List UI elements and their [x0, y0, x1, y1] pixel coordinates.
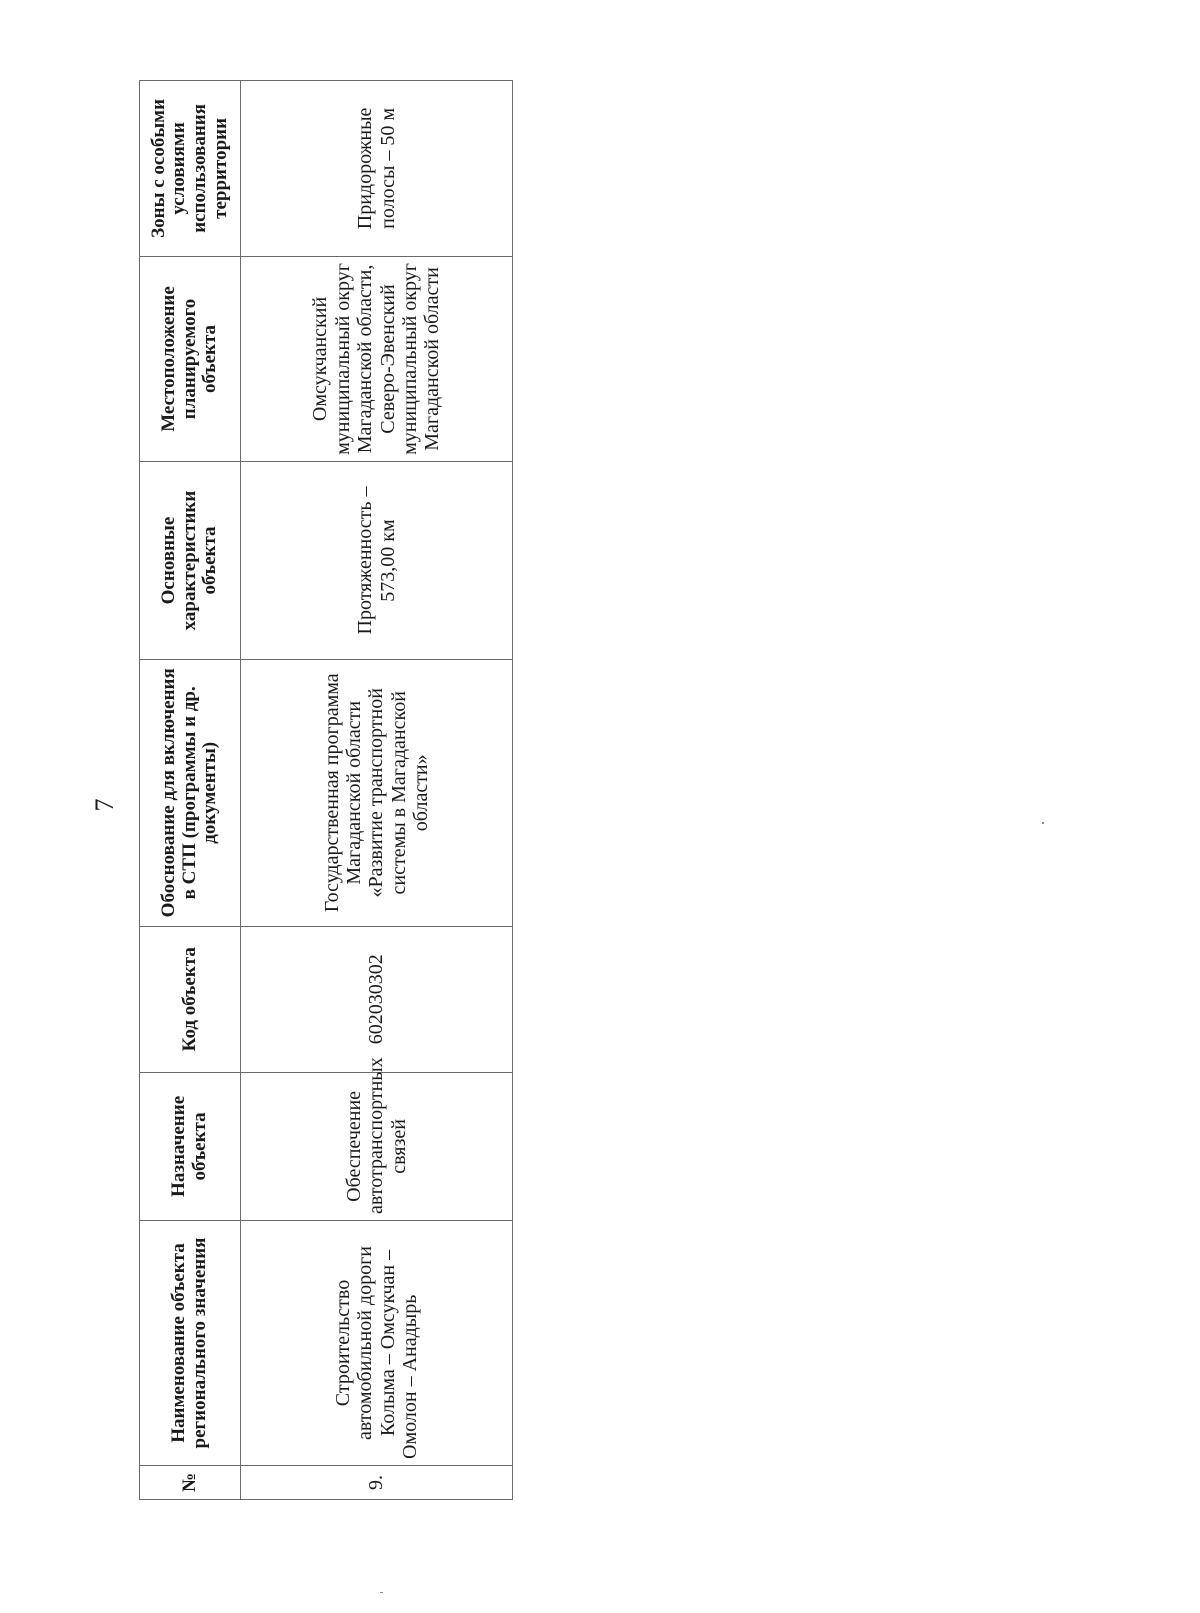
cell-purpose: Обеспечение автотранспортных связей: [241, 1072, 513, 1220]
header-name: Наименование объекта регионального значения: [140, 1221, 241, 1466]
header-num: №: [140, 1465, 241, 1499]
table-header-row: [140, 81, 241, 1500]
scan-speck: [380, 1592, 383, 1593]
header-location: Местоположение планируемого объекта: [140, 256, 241, 461]
cell-location: Омсукчанский муниципальный округ Магаданской области, Северо-Эвенский муниципальный округ Магаданской области: [241, 256, 513, 461]
cell-zones: Придорожные полосы – 50 м: [241, 81, 513, 257]
cell-num: 9.: [241, 1465, 513, 1499]
cell-characteristics: Протяженность – 573,00 км: [241, 462, 513, 660]
regional-objects-table: [139, 80, 513, 1500]
scan-speck: [1042, 822, 1044, 824]
page-number: 7: [90, 798, 119, 812]
header-zones: Зоны с особыми условиями использования территории: [140, 81, 241, 257]
rotated-table-wrapper: [139, 80, 513, 1500]
table-row: [241, 81, 513, 1500]
cell-name: Строительство автомобильной дороги Колыма – Омсукчан – Омолон – Анадырь: [241, 1221, 513, 1466]
header-basis: Обоснование для включения в СТП (программы и др. документы): [140, 659, 241, 926]
cell-basis: Государственная программа Магаданской области «Развитие транспортной системы в Магаданской области»: [241, 659, 513, 926]
header-code: Код объекта: [140, 926, 241, 1072]
header-characteristics: Основные характеристики объекта: [140, 462, 241, 660]
cell-code: 602030302: [241, 926, 513, 1072]
header-purpose: Назначение объекта: [140, 1072, 241, 1220]
